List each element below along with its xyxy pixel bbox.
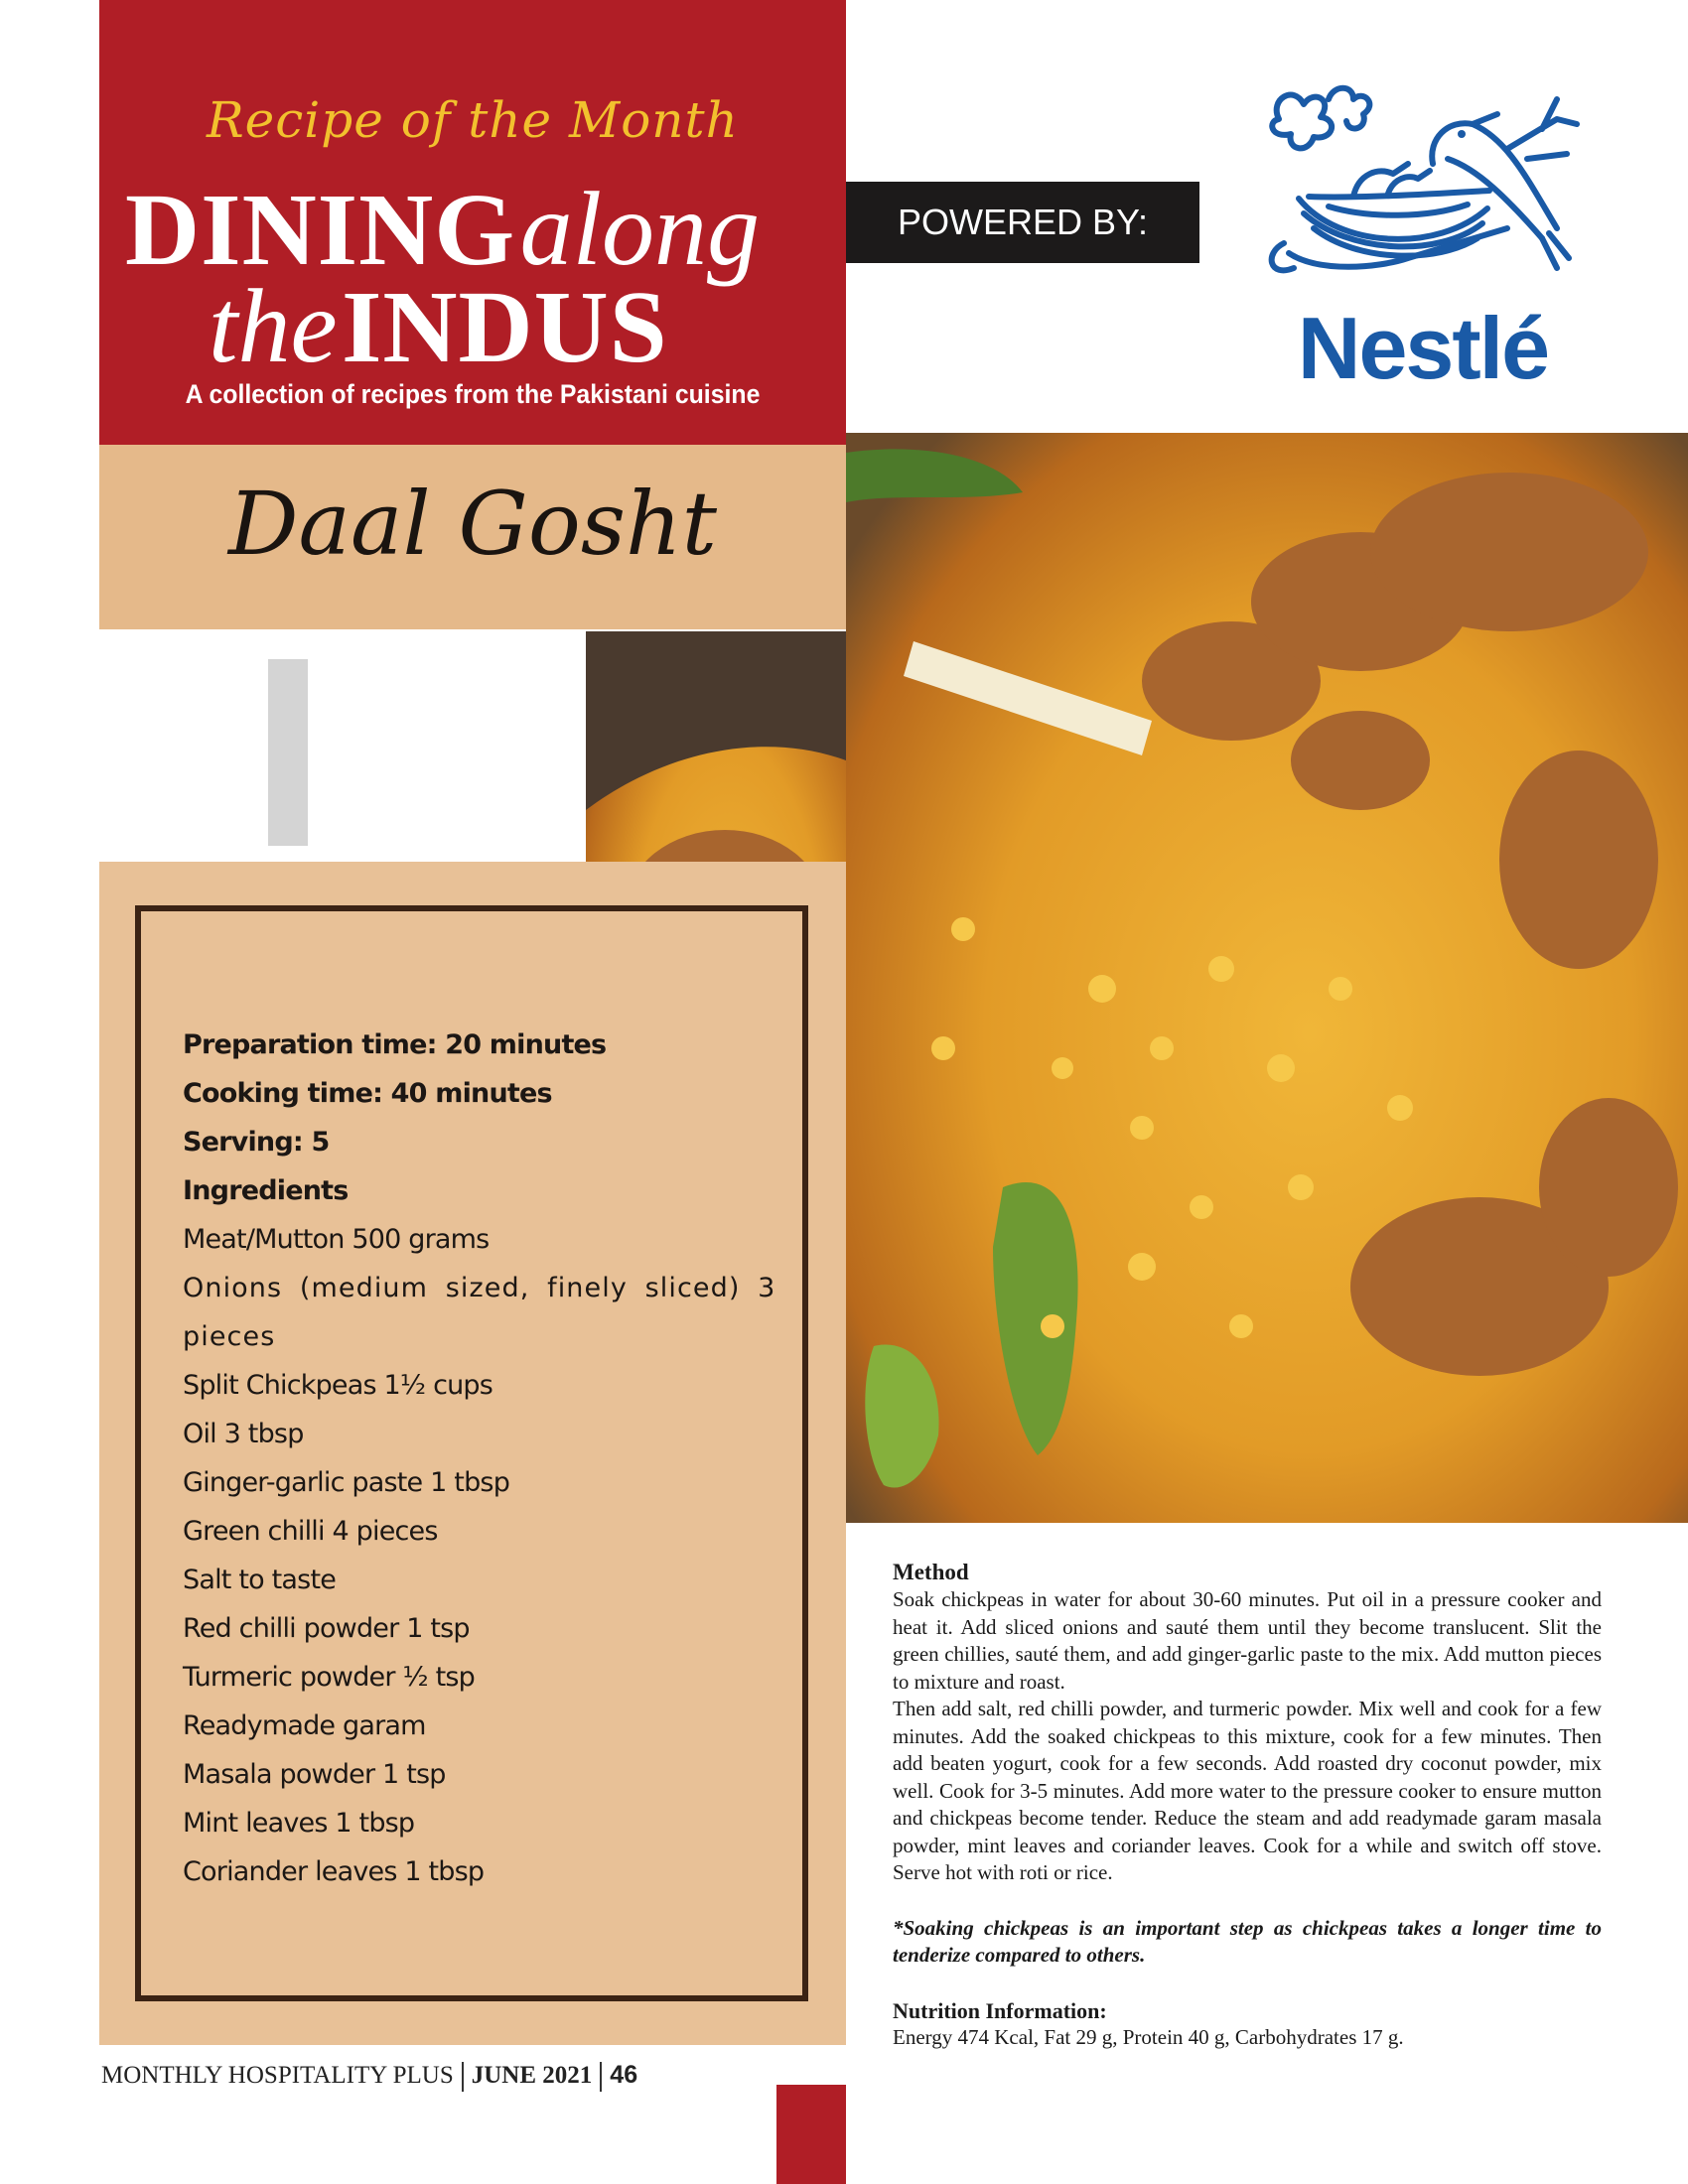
- nutrition-heading: Nutrition Information:: [893, 1997, 1107, 2023]
- ingredient-item: Mint leaves 1 tbsp: [183, 1808, 415, 1839]
- bird-nest-icon: [1259, 79, 1587, 298]
- decorative-bar: [268, 659, 308, 846]
- title-dining: DINING: [125, 173, 516, 287]
- ingredients-heading: Ingredients: [183, 1175, 349, 1206]
- ingredient-item: Onions (medium sized, finely sliced) 3: [183, 1273, 776, 1303]
- nestle-wordmark: Nestlé: [1297, 299, 1549, 397]
- footer-divider: [462, 2062, 464, 2092]
- issue-date: JUNE 2021: [471, 2062, 593, 2089]
- title-along: along: [519, 171, 761, 287]
- ingredient-item: Salt to taste: [183, 1565, 337, 1595]
- nutrition-text: Energy 474 Kcal, Fat 29 g, Protein 40 g, Carbohydrates 17 g.: [893, 2025, 1404, 2049]
- ingredient-item: Coriander leaves 1 tbsp: [183, 1856, 485, 1887]
- ingredient-item: Oil 3 tbsp: [183, 1419, 304, 1449]
- method-section: [893, 1559, 1602, 2052]
- powered-by-label: POWERED BY:: [846, 182, 1199, 263]
- title-indus: INDUS: [341, 270, 668, 384]
- dish-name: Daal Gosht: [227, 473, 718, 575]
- page-number: 46: [610, 2061, 638, 2089]
- ingredient-item: Meat/Mutton 500 grams: [183, 1224, 490, 1255]
- bottom-accent-bar: [776, 2085, 846, 2184]
- ingredient-item: pieces: [183, 1321, 276, 1352]
- ingredient-item: Split Chickpeas 1½ cups: [183, 1370, 493, 1401]
- header-subtitle: A collection of recipes from the Pakistani cuisine: [185, 379, 761, 409]
- footer-divider: [600, 2062, 602, 2092]
- ingredient-item: Green chilli 4 pieces: [183, 1516, 438, 1547]
- title-the: the: [209, 268, 338, 384]
- header-banner: [99, 0, 846, 445]
- ingredient-item: Red chilli powder 1 tsp: [183, 1613, 470, 1644]
- ingredients-panel: [99, 862, 846, 2045]
- method-heading: Method: [893, 1560, 969, 1584]
- ingredient-item: Masala powder 1 tsp: [183, 1759, 446, 1790]
- recipe-of-month-kicker: Recipe of the Month: [207, 91, 739, 149]
- serving: Serving: 5: [183, 1127, 330, 1158]
- title-line-2: [209, 266, 668, 387]
- method-paragraph-1: Soak chickpeas in water for about 30-60 minutes. Put oil in a pressure cooker and heat it. Add sliced onions and sauté them until they become translucent. Slit the green chillies, sauté them, and add ginger-garlic paste to the mix. Add mutton pieces to mixture and roast.: [893, 1587, 1602, 1694]
- method-note: *Soaking chickpeas is an important step as chickpeas takes a longer time to tenderize compared to others.: [893, 1915, 1602, 1967]
- prep-time: Preparation time: 20 minutes: [183, 1029, 607, 1060]
- ingredient-item: Turmeric powder ½ tsp: [183, 1662, 475, 1693]
- publication-name: MONTHLY HOSPITALITY PLUS: [101, 2062, 454, 2089]
- ingredients-list: [183, 1021, 776, 1896]
- method-paragraph-2: Then add salt, red chilli powder, and turmeric powder. Mix well and cook for a few minutes. Add the soaked chickpeas to this mixture, cook for a few minutes. Then add beaten yogurt, cook for a few seconds. Add roasted dry coconut powder, mix well. Cook for 3-5 minutes. Add more water to the pressure cooker to ensure mutton and chickpeas become tender. Reduce the steam and add readymade garam masala powder, mint leaves and coriander leaves. Cook for a while and switch off stove. Serve hot with roti or rice.: [893, 1697, 1602, 1884]
- ingredient-item: Ginger-garlic paste 1 tbsp: [183, 1467, 510, 1498]
- page-footer: [101, 2061, 637, 2092]
- ingredient-item: Readymade garam: [183, 1710, 426, 1741]
- cook-time: Cooking time: 40 minutes: [183, 1078, 552, 1109]
